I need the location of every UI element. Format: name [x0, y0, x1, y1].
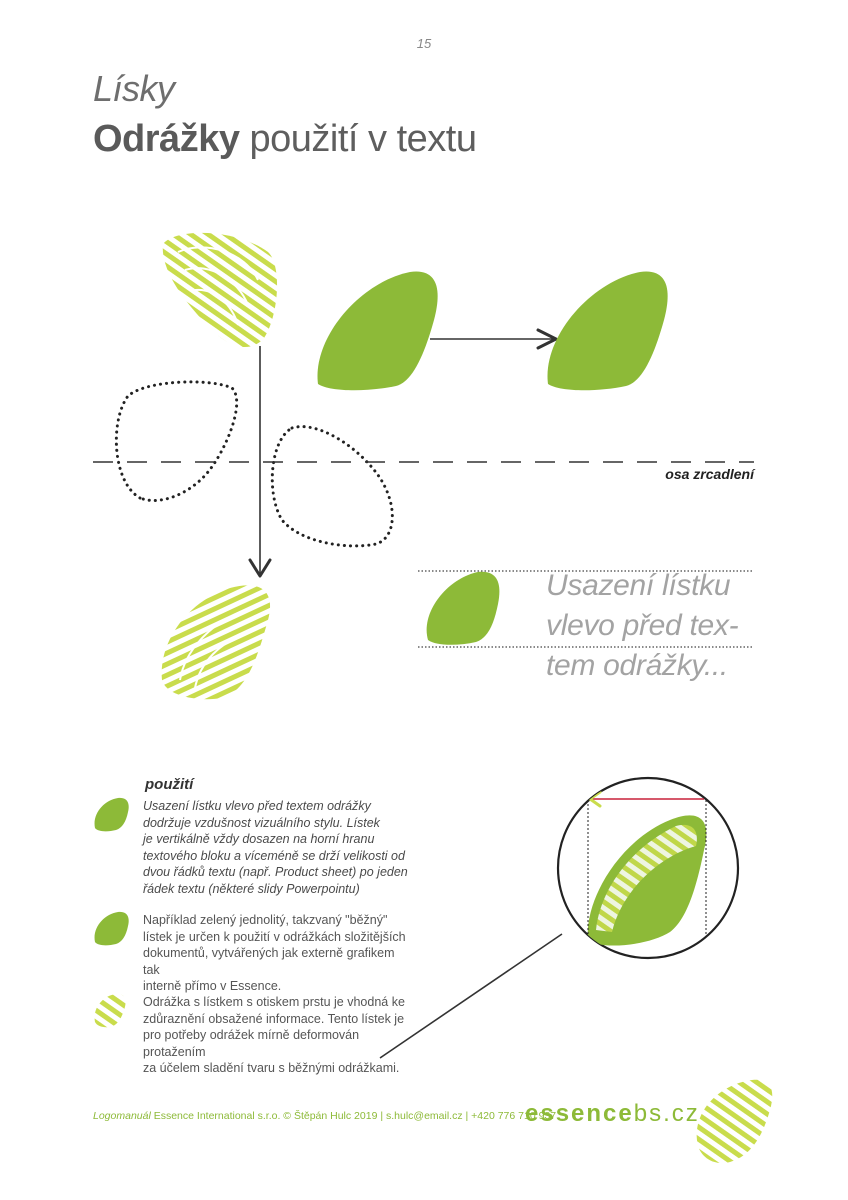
paragraph-line: lístek je určen k použití v odrážkách složitějších	[143, 929, 406, 944]
dotted-leaf-outline-left	[116, 382, 236, 501]
paragraph-line: zdůraznění obsažené informace. Tento lístek je	[143, 1011, 405, 1026]
brand-logo	[525, 1100, 700, 1128]
paragraph-line: Odrážka s lístkem s otiskem prstu je vhodná ke	[143, 995, 405, 1009]
usage-paragraph-1	[143, 798, 408, 897]
example-leaf	[427, 572, 500, 645]
bullet-fingerprint-leaf	[95, 994, 126, 1027]
paragraph-line: dodržuje vzdušnost vizuálního stylu. Lístek	[143, 815, 380, 830]
paragraph-line: Například zelený jednolitý, takzvaný "běžný"	[143, 913, 388, 927]
footer-company: Essence International s.r.o. © Štěpán Hulc 2019 | s.hulc@email.cz | +420 776 710 937	[150, 1110, 557, 1122]
usage-paragraph-3	[143, 994, 408, 1077]
paragraph-line: pro potřeby odrážek mírně deformován protažením	[143, 1028, 360, 1059]
bullet-leaf-2	[95, 912, 129, 945]
usage-heading: použití	[145, 776, 194, 793]
page-title: Lísky	[93, 68, 175, 109]
bullet-leaf-1	[95, 798, 129, 831]
vertical-arrow	[250, 346, 270, 576]
page-subtitle	[93, 118, 476, 161]
subtitle-bold: Odrážky	[93, 118, 240, 160]
paragraph-line: za účelem sladění tvaru s běžnými odrážkami.	[143, 1061, 400, 1075]
paragraph-line: řádek textu (některé slidy Powerpointu)	[143, 881, 360, 896]
usage-paragraph-2	[143, 912, 408, 995]
brand-rest: bs.cz	[633, 1100, 700, 1127]
paragraph-line: je vertikálně vždy dosazen na horní hranu	[143, 832, 375, 846]
footer-manual: Logomanuál	[93, 1110, 151, 1122]
solid-leaf-2	[547, 272, 667, 391]
horizontal-arrow	[430, 330, 556, 348]
example-line: Usazení lístku	[546, 569, 731, 602]
solid-leaf-1	[317, 272, 437, 391]
example-text	[546, 566, 786, 686]
footer-fingerprint-leaf	[697, 1080, 773, 1163]
brand-bold: essence	[525, 1100, 634, 1127]
paragraph-line: textového bloku a víceméně se drží velikosti od	[143, 848, 405, 863]
paragraph-line: dvou řádků textu (např. Product sheet) po jeden	[143, 865, 408, 879]
page-number: 15	[416, 36, 432, 51]
dotted-leaf-outline-right	[272, 427, 392, 546]
subtitle-rest: použití v textu	[239, 118, 477, 160]
fingerprint-leaf-bottom	[162, 585, 270, 699]
paragraph-line: Usazení lístku vlevo před textem odrážky	[143, 799, 371, 813]
example-line: tem odrážky...	[546, 649, 728, 682]
example-line: vlevo před tex-	[546, 609, 739, 642]
paragraph-line: interně přímo v Essence.	[143, 979, 282, 993]
paragraph-line: dokumentů, vytvářených jak externě grafikem tak	[143, 946, 395, 977]
mirror-axis-label: osa zrcadlení	[665, 466, 754, 482]
fingerprint-leaf-top	[163, 233, 277, 347]
footer-info	[93, 1110, 556, 1122]
